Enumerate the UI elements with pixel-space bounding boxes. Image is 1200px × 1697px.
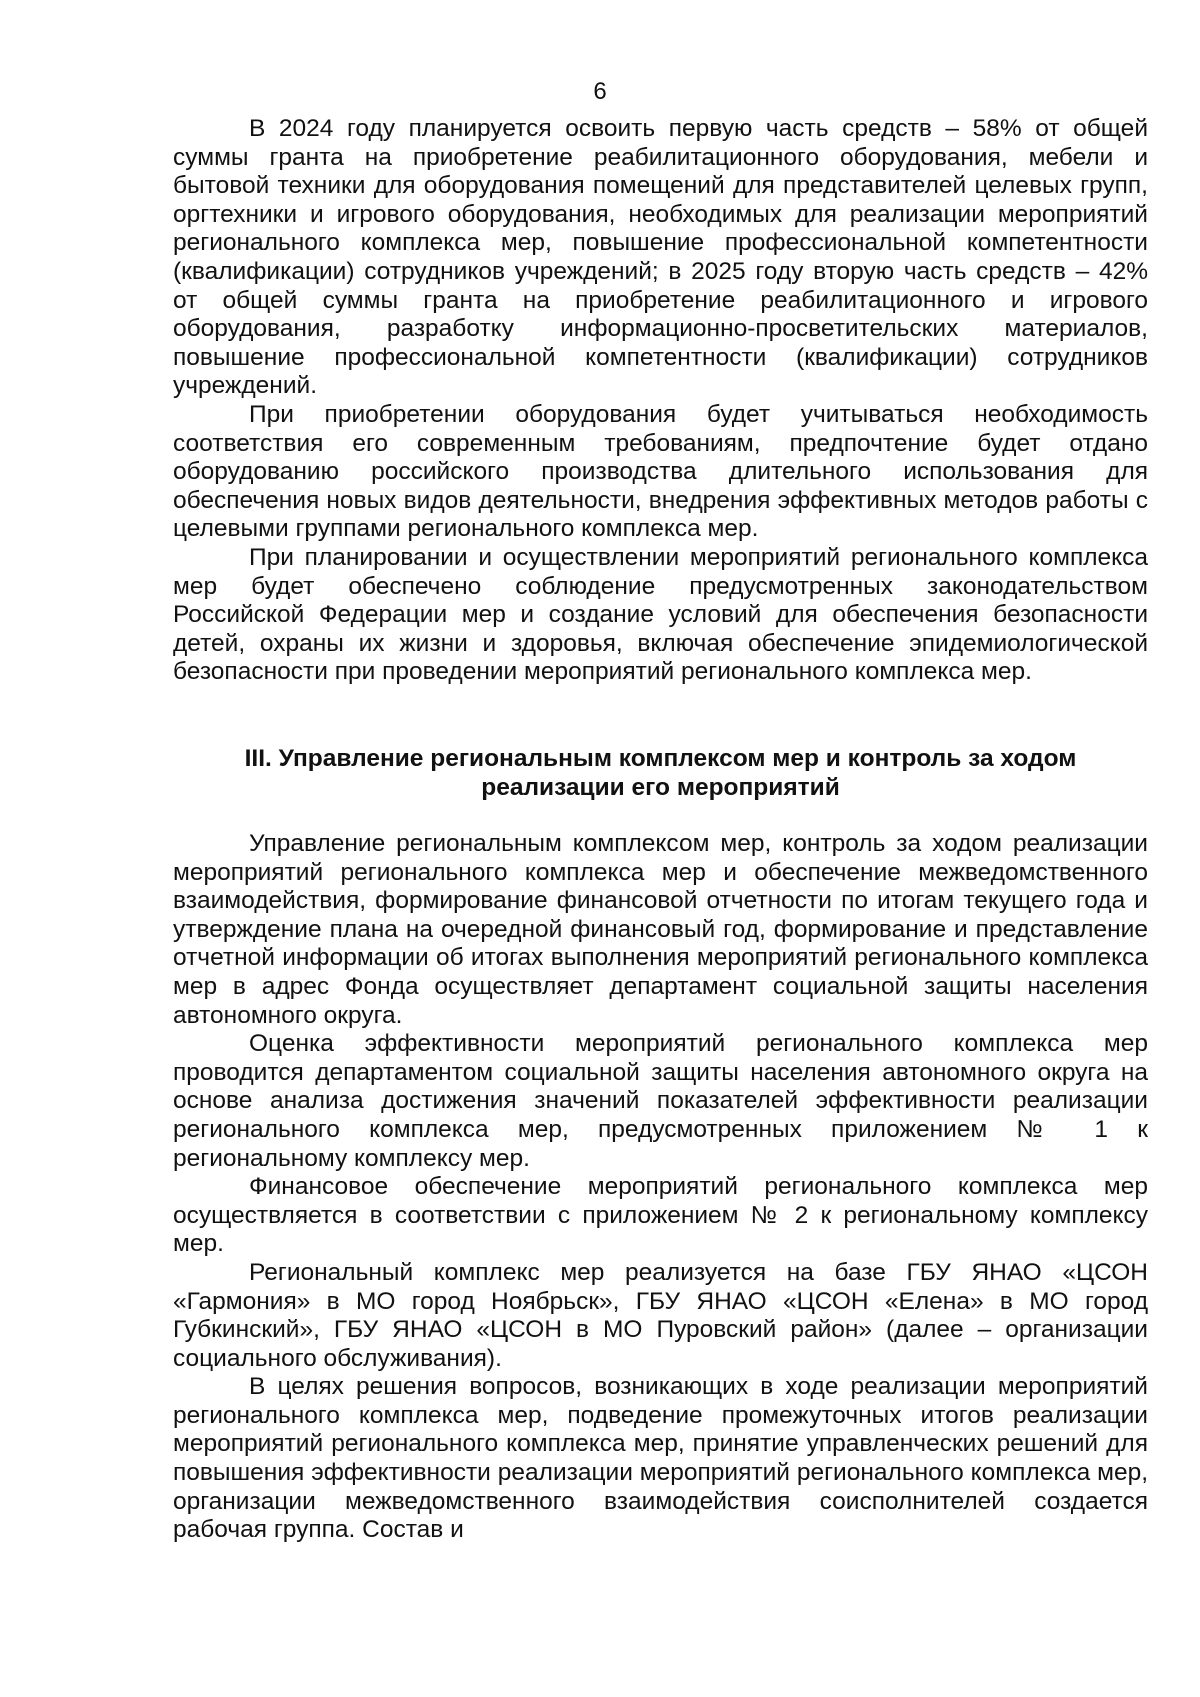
- body-text-top: [173, 115, 1148, 687]
- section-heading-line-1: III. Управление региональным комплексом мер и контроль за ходом: [244, 745, 1077, 772]
- section-heading-line-2: реализации его мероприятий: [481, 774, 840, 801]
- paragraph-efficiency-evaluation: Оценка эффективности мероприятий регионального комплекса мер проводится департаментом социальной защиты населения автономного округа на основе анализа достижения значений показателей эффективности реализации регионального комплекса мер, предусмотренных приложением № 1 к региональному комплексу мер.: [173, 1030, 1148, 1172]
- paragraph-child-safety: При планировании и осуществлении мероприятий регионального комплекса мер будет обеспечено соблюдение предусмотренных законодательством Российской Федерации мер и создание условий для обеспечения безопасности детей, охраны их жизни и здоровья, включая обеспечение эпидемиологической безопасности при проведении мероприятий регионального комплекса мер.: [173, 543, 1148, 686]
- body-text-bottom: [173, 830, 1148, 1545]
- paragraph-funding-plan: В 2024 году планируется освоить первую часть средств – 58% от общей суммы гранта на приобретение реабилитационного оборудования, мебели и бытовой техники для оборудования помещений для представителей целевых групп, оргтехники и игрового оборудования, необходимых для реализации мероприятий регионального комплекса мер, повышение профессиональной компетентности (квалификации) сотрудников учреждений; в 2025 году вторую часть средств – 42% от общей суммы гранта на приобретение реабилитационного и игрового оборудования, разработку информационно-просветительских материалов, повышение профессиональной компетентности (квалификации) сотрудников учреждений.: [173, 115, 1148, 400]
- paragraph-implementing-organizations: Региональный комплекс мер реализуется на базе ГБУ ЯНАО «ЦСОН «Гармония» в МО город Ноябрьск», ГБУ ЯНАО «ЦСОН «Елена» в МО город Губкинский», ГБУ ЯНАО «ЦСОН в МО Пуровский район» (далее – организации социального обслуживания).: [173, 1258, 1148, 1372]
- paragraph-financing: Финансовое обеспечение мероприятий регионального комплекса мер осуществляется в соответствии с приложением № 2 к региональному комплексу мер.: [173, 1173, 1148, 1258]
- section-heading: [173, 744, 1148, 802]
- paragraph-management: Управление региональным комплексом мер, контроль за ходом реализации мероприятий регионального комплекса мер и обеспечение межведомственного взаимодействия, формирование финансовой отчетности по итогам текущего года и утверждение плана на очередной финансовый год, формирование и представление отчетной информации об итогах выполнения мероприятий регионального комплекса мер в адрес Фонда осуществляет департамент социальной защиты населения автономного округа.: [173, 830, 1148, 1029]
- page-number: 6: [593, 78, 607, 105]
- paragraph-equipment-requirements: При приобретении оборудования будет учитываться необходимость соответствия его современным требованиям, предпочтение будет отдано оборудованию российского производства длительного использования для обеспечения новых видов деятельности, внедрения эффективных методов работы с целевыми группами регионального комплекса мер.: [173, 400, 1148, 543]
- paragraph-working-group: В целях решения вопросов, возникающих в ходе реализации мероприятий регионального комплекса мер, подведение промежуточных итогов реализации мероприятий регионального комплекса мер, принятие управленческих решений для повышения эффективности реализации мероприятий регионального комплекса мер, организации межведомственного взаимодействия соисполнителей создается рабочая группа. Состав и: [173, 1373, 1148, 1544]
